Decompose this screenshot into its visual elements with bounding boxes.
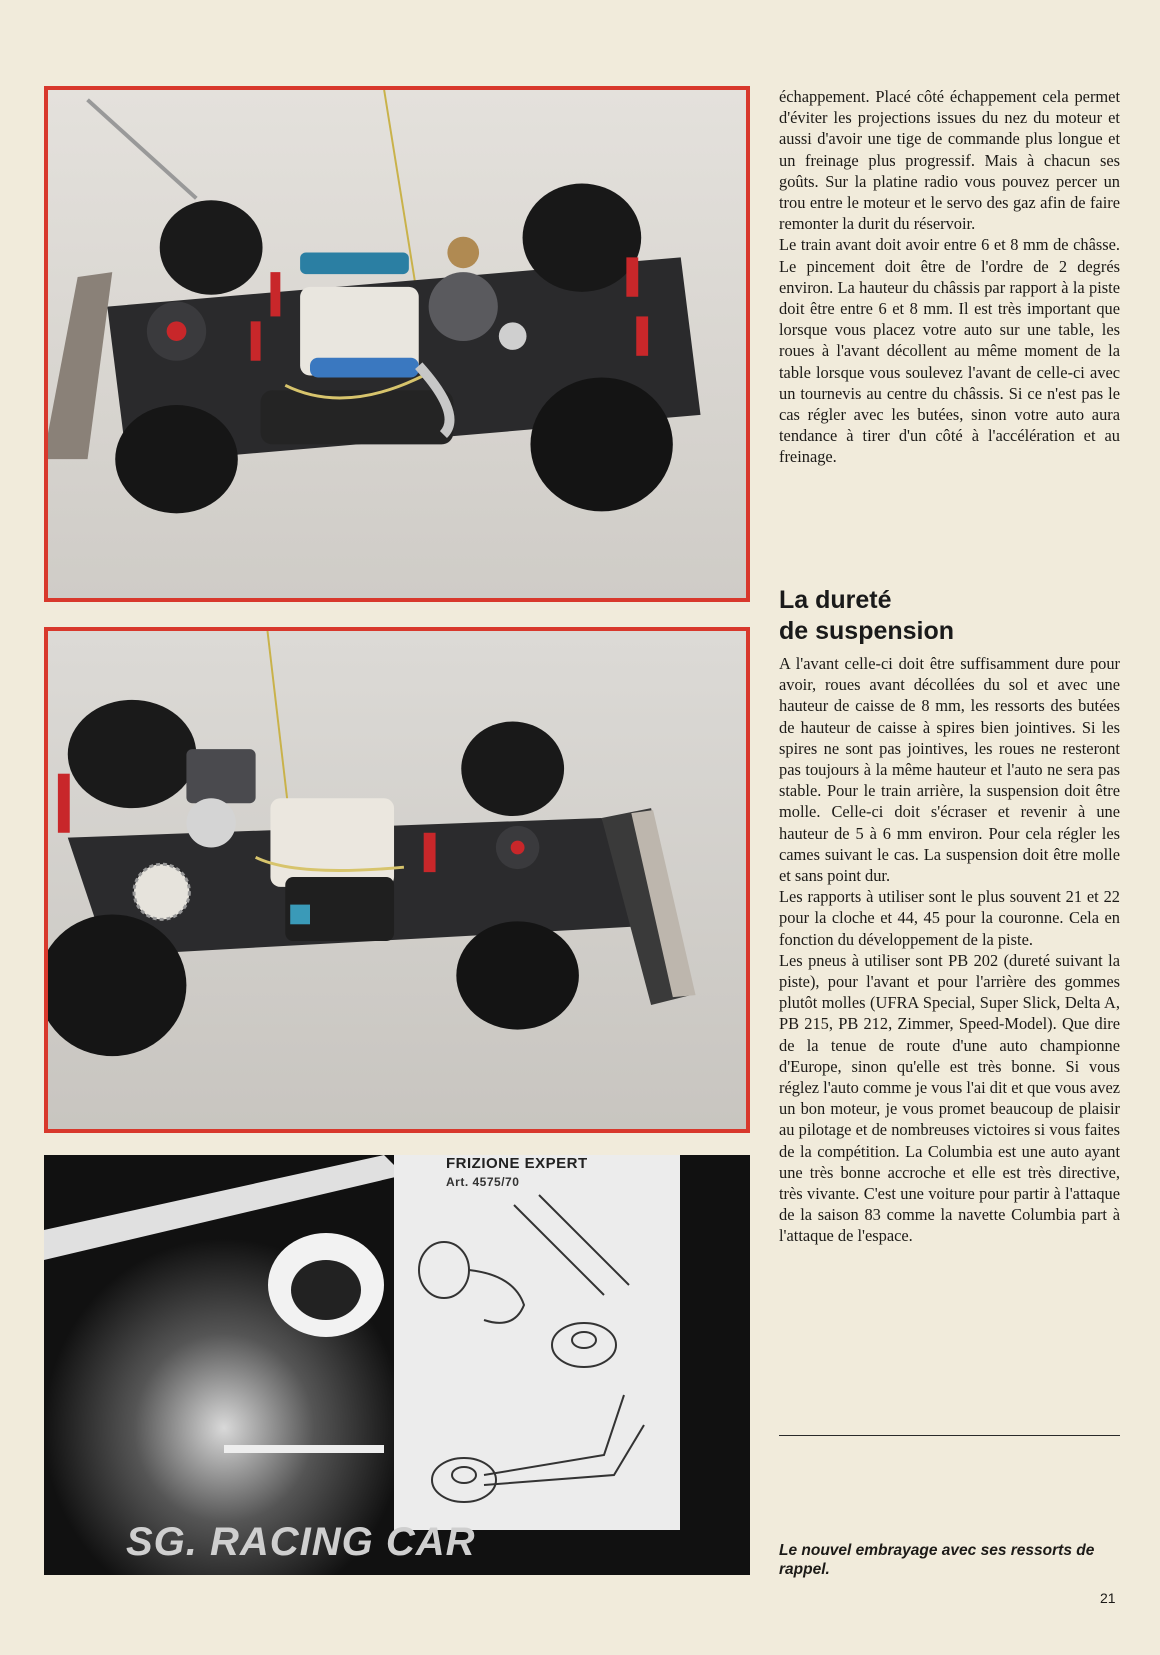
photo-chassis-side [44,627,750,1133]
article-paragraph: Les pneus à utiliser sont PB 202 (dureté suivant la piste), pour l'avant et pour l'arrière des gommes plutôt molles (UFRA Special, Super Slick, Delta A, PB 215, PB 212, Zimmer, Speed-Model). Que dire de la tenue de route d'une auto championne d'Europe, sinon qu'elle est très bonne. Si vous réglez l'auto comme je vous l'ai dit et que vous avez un bon moteur, je vous promet beaucoup de plaisir au pilotage et de nombreuses victoires si vous faites de la compétition. La Columbia est une auto ayant une très bonne accroche et elle est très directive, très vivante. C'est une voiture pour partir à l'attaque de la saison 83 comme la navette Columbia part à l'attaque de l'espace. [779,950,1120,1246]
clutch-caption-title: FRIZIONE EXPERT [446,1155,588,1172]
photo-clutch [44,1155,750,1575]
section-heading [779,585,954,647]
photo-chassis-top [44,86,750,602]
clutch-illustration [44,1155,750,1575]
article-paragraph: Le train avant doit avoir entre 6 et 8 mm de châsse. Le pincement doit être de l'ordre de 2 degrés environ. La hauteur du châssis par rapport à la piste doit être entre 6 et 8 mm. Il est très important que lorsque vous placez votre auto sur une table, les roues à l'avant décollent au même moment de la table lorsque vous soulevez l'avant de celle-ci avec un tournevis au centre du châssis. Si ce n'est pas le cas régler avec les butées, sinon votre auto aura tendance à tirer d'un côté à l'accélération et au freinage. [779,235,1120,467]
column-divider [779,1435,1120,1436]
article-column-bottom [779,653,1120,1247]
photo-caption: Le nouvel embrayage avec ses ressorts de rappel. [779,1542,1095,1578]
clutch-brand-text: SG. RACING CAR [126,1520,476,1564]
article-paragraph: A l'avant celle-ci doit être suffisamment dure pour avoir, roues avant décollées du sol et avec une hauteur de caisse de 8 mm, les ressorts des butées de hauteur de caisse à spires bien jointives. Si les spires ne sont pas jointives, les roues ne resteront pas toujours à la même hauteur et l'auto ne sera pas stable. Pour le train arrière, la suspension doit être molle. Celle-ci doit s'écraser et revenir à une hauteur de 5 à 6 mm environ. Pour cela régler les cames suivant le cas. La suspension doit être molle et sans point dur. [779,654,1120,886]
heading-line-1: La dureté [779,586,892,614]
article-paragraph: échappement. Placé côté échappement cela permet d'éviter les projections issues du nez du moteur et aussi d'avoir une tige de commande plus longue et un freinage plus progressif. Mais à chacun ses goûts. Sur la platine radio vous pouvez percer un trou entre le moteur et le servo des gaz afin de faire remonter la durit du réservoir. [779,87,1120,234]
article-column-top [779,86,1120,468]
page-number: 21 [1100,1590,1116,1606]
clutch-article-number: Art. 4575/70 [446,1175,520,1189]
chassis-top-illustration [48,90,746,598]
article-paragraph: Les rapports à utiliser sont le plus souvent 21 et 22 pour la cloche et 44, 45 pour la couronne. Cela en fonction du développement de la piste. [779,887,1120,949]
heading-line-2: de suspension [779,617,955,645]
chassis-side-illustration [48,631,746,1129]
